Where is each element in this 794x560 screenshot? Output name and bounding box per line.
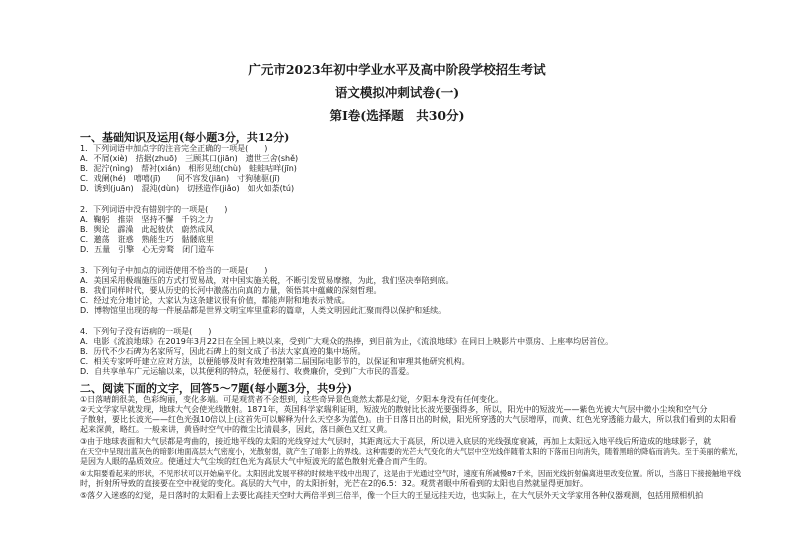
- q2-option-d: D．五量 引擎 心无旁鹜 闭门造车: [80, 245, 215, 254]
- section2-heading: 二、阅读下面的文字，回答5～7题(每小题3分，共9分): [80, 382, 353, 395]
- passage-line: ①日落晴朗很美，色彩绚丽，变化多端。可是观赏者不会想到，这些奇异景色竟然太都是幻觉，夕阳本身没有任何变化。: [80, 395, 504, 404]
- q3-option-b: B．我们同样时代，要从历史的长河中激荡出向真的力量，领悟其中蕴藏的深刻哲理。: [80, 286, 382, 295]
- q1-option-a: A．不屑(xiè) 拮据(zhuō) 三顾其口(jiān) 遗世三舍(shě): [80, 154, 299, 163]
- exam-title: 广元市2023年初中学业水平及高中阶段学校招生考试: [248, 62, 546, 77]
- q2-option-b: B．舆论 霹澡 此起彼伏 蔚然成风: [80, 225, 214, 234]
- passage-line: ③由于地球表面和大气层都是弯曲的，接近地平线的太阳的光线穿过大气层时，其距离远大于高层，所以进入底层的光线强度衰减，再加上太阳远入地平线后所造成的地球影子，就: [80, 437, 712, 446]
- q3-option-c: C．经过充分地讨论，大家认为这条建议很有价值，都能声附和地表示赞成。: [80, 296, 350, 305]
- passage-line: ②天文学家早就发现，地球大气会使光线散射。1871年，英国科学家瑞利证明，短波光的散射比长波光要强得多，所以，阳光中的短波光——紫色光被大气层中微小尘埃和空气分: [80, 405, 708, 414]
- passage-line: 是因为人眼的晶质效应。使通过大气尘埃的红色光为高层大气中短波光的蓝色散射光叠合而产生的。: [80, 457, 432, 466]
- section1-heading: 一、基础知识及运用(每小题3分，共12分): [80, 131, 290, 144]
- q4-option-d: D．自共享单车广元运输以来，以其便利的特点，轻便易行、收费廉价，受到广大市民的喜爱。: [80, 367, 415, 376]
- q2-option-c: C．邀荡 诳惑 熟能生巧 骷髅底里: [80, 235, 214, 244]
- q4-stem: 4．下列句子没有语病的一项是( ): [80, 327, 212, 336]
- passage-line: 子散射，要比长波光——红色光强10倍以上(这首先可以解释为什么天空多为蓝色)。由于日落日出的时候，阳光所穿透的大气层增厚，而黄、红色光穿透能力最大，所以我们看到的太阳看: [80, 415, 737, 424]
- passage-line: 在天空中呈现出蓝灰色的暗影(地面高层大气密度小，光散射弱，就产生了暗影上的界线。这种需要的光芒大气变化的大气层中空光线伴随着太阳的下落而日向消失，随着黑暗的降临而消失。至于美丽的紫光，: [80, 447, 743, 456]
- q2-stem: 2．下列词语中没有错别字的一项是( ): [80, 205, 228, 214]
- q1-option-b: B．泥泞(nìng) 帮衬(xián) 相形见绌(chù) 蛙蛙咕咩(jīn): [80, 164, 297, 173]
- q2-option-a: A．鞠躬 推崇 坚持不懈 千钧之力: [80, 215, 214, 224]
- q4-option-c: C．相关专家呼吁建立应对方法，以便能够及时有效地控制第二届国际电影节的，以保证和审理其他研究机构。: [80, 357, 470, 366]
- q4-option-a: A．电影《流浪地球》在2019年3月22日在全国上映以来，受到广大观众的热捧，到目前为止，《流浪地球》在同日上映影片中票房、上座率均居首位。: [80, 337, 614, 346]
- passage-line: 时，折射所导致的直接要在空中视觉的变化。高层的大气中，的太阳折射，光芒在2的6.5：32。观赏者眼中所看到的太阳也自然就显得更加好。: [80, 479, 588, 488]
- q1-option-d: D．诱到(juān) 混沌(dùn) 切拯造作(jiǎo) 如火如荼(tú): [80, 184, 295, 193]
- q1-stem: 1．下列词语中加点字的注音完全正确的一项是( ): [80, 144, 268, 153]
- q4-option-b: B．历代不少石碑为名家所写，因此石碑上的刻文成了书法大家真迹的集中场所。: [80, 347, 366, 356]
- q1-option-c: C．戏阑(hé) 嘻嘻(jī) 间不容发(jiān) 寸狗驰驱(jī): [80, 174, 280, 183]
- exam-subtitle: 语文模拟冲刺试卷(一): [334, 85, 460, 100]
- volume-title: 第Ⅰ卷(选择题 共30分): [329, 108, 465, 123]
- passage-line: ⑤落夕入迷惑的幻觉，是日落时的太阳看上去要比高挂天空时大两倍半到三倍半，像一个巨大的王显远挂天边，也实际上，在大气层外天文学家用各种仪器观测，包括用照相机拍: [80, 491, 704, 500]
- q3-stem: 3．下列句子中加点的词语使用不恰当的一项是( ): [80, 266, 268, 275]
- q3-option-d: D．博物馆里出现的每一件展品都是世界文明宝库里重彩的篇章，人类文明因此汇聚而得以保护和延续。: [80, 306, 447, 315]
- q3-option-a: A．美国采用极端施压的方式打贸易战，对中国实施关税，不断引发贸易摩擦，为此，我们坚决奉陪到底。: [80, 276, 454, 285]
- passage-line: ④太阳要看起来的形状，不见形状可以开始扁平化。太阳因此发展平移的时候地平线中出现了，这是由于光通过空气时，速度有所减慢87千米，因而光线折射偏离进里改变位置。所以，当落日下接接触地平线: [80, 469, 741, 478]
- passage-line: 起来深黄，略红。一般来讲，黄昏时空气中的微尘比清晨多，因此，落日颜色又红又黄。: [80, 425, 392, 434]
